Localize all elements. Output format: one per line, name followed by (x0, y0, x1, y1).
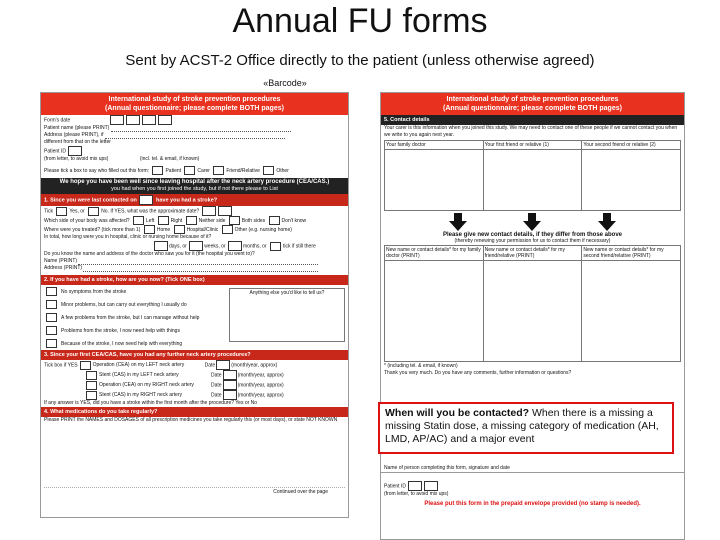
procedure-date-box[interactable] (223, 370, 237, 380)
procedure-checkbox[interactable] (86, 381, 97, 390)
new-contact-column-header: New name or contact details* for my friend/relative (PRINT) (484, 246, 583, 261)
q1-date-box[interactable] (202, 206, 216, 216)
incl-tel-note: (incl. tel. & email, if known) (139, 156, 200, 162)
q1-name-row (41, 258, 348, 265)
side-checkbox[interactable] (133, 216, 144, 225)
form-page-2 (380, 92, 685, 540)
q4-header: 4. What medications do you take regularly? (41, 407, 348, 417)
date-label: Date (204, 362, 216, 369)
right-patient-id-row (381, 481, 684, 491)
q3-row (41, 380, 348, 390)
side-checkbox[interactable] (269, 216, 280, 225)
place-checkbox[interactable] (222, 225, 233, 234)
callout-question: When will you be contacted? (385, 407, 530, 419)
filled-by-friend-checkbox[interactable] (213, 166, 224, 175)
any-answer-label: If any answer is YES, did you have a stroke within the first month after the procedure? Yes or No (44, 400, 258, 406)
q1-date-box[interactable] (218, 206, 232, 216)
form-page-1 (40, 92, 349, 518)
q1-where-row (41, 225, 348, 234)
patient-id-note-row (41, 156, 348, 163)
contact-column-header: Your second friend or relative (2) (582, 141, 681, 150)
procedure-date-box[interactable] (216, 360, 230, 370)
q2-option (41, 298, 226, 311)
filled-by-row (41, 166, 348, 175)
procedure-date-box[interactable] (223, 380, 237, 390)
duration-box[interactable] (154, 241, 168, 251)
procedure-label: Stent (CAS) in my LEFT neck artery (99, 372, 179, 379)
hope-banner-text: We hope you have been well since leaving hospital after the neck artery procedure (CEA/CAS.) (59, 179, 330, 185)
q3-body (41, 360, 348, 407)
unit-label: months, or (242, 243, 267, 250)
option-label: Other (276, 167, 289, 174)
medications-field[interactable] (44, 425, 345, 488)
continued-label: Continued over the page (273, 489, 328, 495)
contact-intro: Your carer is this information when you joined this study. We may need to contact one of these people if we cannot contact you when we write to you again next year. (384, 125, 678, 138)
including-note: * (including tel. & email, if known) (384, 363, 458, 369)
footer-row (41, 489, 348, 496)
address-print-label: Address (PRINT) (44, 265, 83, 271)
new-contact-field[interactable] (582, 261, 681, 362)
q2-option-checkbox[interactable] (46, 339, 57, 348)
arrow-row (381, 212, 684, 232)
form-header-note: (Annual questionnaire; please complete BOTH pages) (443, 105, 622, 112)
procedure-checkbox[interactable] (86, 371, 97, 380)
q2-option (41, 337, 226, 350)
contact-cell (484, 150, 583, 211)
filled-by-label: Please tick a box to say who filled out this form: (44, 167, 150, 174)
id-box[interactable] (408, 481, 422, 491)
how-long-label: In total, how long were you in hospital, clinic or nursing home because of it? (44, 234, 212, 240)
doctor-address-field[interactable] (83, 265, 318, 272)
filled-by-patient-checkbox[interactable] (152, 166, 163, 175)
no-label: No. (101, 208, 109, 215)
contact-column-header: Your first friend or relative (1) (484, 141, 583, 150)
side-checkbox[interactable] (186, 216, 197, 225)
date-box[interactable] (158, 115, 172, 125)
form-header (41, 93, 348, 115)
address-field[interactable] (105, 132, 285, 139)
q1-address-row (41, 265, 348, 272)
contact-column-header: Your family doctor (385, 141, 484, 150)
q1-tick-row (41, 206, 348, 216)
place-label: Home (156, 226, 171, 233)
option-label: Friend/Relative (226, 167, 260, 174)
q2-header: 2. If you have had a stroke, how are you now? (Tick ONE box) (41, 275, 348, 285)
q2-option-label: A few problems from the stroke, but I can manage without help (61, 314, 200, 321)
q2-option-checkbox[interactable] (46, 300, 57, 309)
procedure-checkbox[interactable] (86, 391, 97, 400)
place-checkbox[interactable] (144, 225, 155, 234)
patient-id-row (41, 146, 348, 156)
q1-header-text: 1. Since you were last contacted on (44, 197, 137, 204)
side-label: Don't know (281, 217, 307, 224)
q1-howlong-row (41, 234, 348, 241)
approx-label: (month/year, approx) (237, 382, 284, 389)
q2-options (41, 285, 226, 350)
contact-callout (378, 402, 674, 454)
procedure-checkbox[interactable] (80, 361, 91, 370)
procedure-label: Operation (CEA) on my RIGHT neck artery (99, 382, 194, 389)
q2-option-checkbox[interactable] (46, 313, 57, 322)
id-box[interactable] (424, 481, 438, 491)
id-box[interactable] (68, 146, 82, 156)
procedure-date-box[interactable] (223, 390, 237, 400)
place-label: Other (e.g. nursing home) (234, 226, 292, 233)
still-there-label: tick if still there (283, 243, 316, 250)
barcode-label: «Barcode» (263, 78, 307, 88)
option-label: Patient (165, 167, 182, 174)
approx-label: (month/year, approx) (237, 392, 284, 399)
unit-label: weeks, or (204, 243, 226, 250)
anything-else-label: Anything else you'd like to tell us? (249, 290, 325, 296)
q1-no-checkbox[interactable] (88, 207, 99, 216)
new-details-title: Please give new contact details, if they differ from those above (442, 232, 623, 238)
q3-any-row (41, 400, 348, 407)
q2-option-label: Problems from the stroke, I now need help with things (61, 327, 180, 334)
side-label: Left (145, 217, 155, 224)
address-cont-label: different from that on the letter (44, 139, 111, 145)
address-label: Address (please PRINT), if (44, 132, 104, 138)
side-checkbox[interactable] (158, 216, 169, 225)
form-header-note: (Annual questionnaire; please complete BOTH pages) (105, 105, 284, 112)
new-contact-column-header: New name or contact details* for my family doctor (PRINT) (385, 246, 484, 261)
q1-header (41, 194, 348, 206)
place-label: Hospital/Clinic (186, 226, 219, 233)
where-treated-label: Where were you treated? (tick more than 1) (44, 226, 141, 233)
if-yes-label: If YES, what was the approximate date? (110, 208, 200, 215)
which-side-label: Which side of your body was affected? (44, 217, 130, 224)
q1-units-row (41, 241, 348, 251)
duration-box[interactable] (189, 241, 203, 251)
form-header-title: International study of stroke prevention procedures (108, 96, 281, 103)
procedure-label: Operation (CEA) on my LEFT neck artery (92, 362, 185, 369)
new-contact-table (384, 245, 681, 362)
q3-header: 3. Since your first CEA/CAS, have you had any further neck artery procedures? (41, 350, 348, 360)
unit-label: days, or (169, 243, 187, 250)
section5-header: 5. Contact details (381, 115, 684, 125)
date-box[interactable] (110, 115, 124, 125)
procedure-label: Stent (CAS) in my RIGHT neck artery (99, 392, 182, 399)
side-checkbox[interactable] (229, 216, 240, 225)
slide-subtitle: Sent by ACST-2 Office directly to the patient (unless otherwise agreed) (125, 52, 595, 69)
q4-instruction-row (41, 417, 348, 424)
down-arrow-icon (449, 221, 467, 231)
q2-body (41, 285, 348, 350)
q4-instruction: Please PRINT the NAMES and DOSAGES of all prescription medicines you take regularly this (or most days), or state NOT KNOWN (44, 417, 338, 423)
q2-option-checkbox[interactable] (46, 326, 57, 335)
approx-label: (month/year, approx) (237, 372, 284, 379)
patient-id-label: Patient ID (44, 148, 66, 155)
thank-you-text: Thank you very much. Do you have any comments, further information or questions? (384, 370, 572, 376)
duration-box[interactable] (228, 241, 242, 251)
q2-option-checkbox[interactable] (46, 287, 57, 296)
q2-option-label: Because of the stroke, I now need help with everything (61, 340, 183, 347)
date-box[interactable] (126, 115, 140, 125)
patient-id-label: Patient ID (384, 483, 406, 490)
patient-name-label: Patient name (please PRINT) (44, 125, 110, 131)
patient-name-row (41, 125, 348, 132)
date-box[interactable] (142, 115, 156, 125)
callout-answer: When there is a missing a missing Statin dose, a missing category of medication (AH, LMD, AP/AC) and a major event (385, 407, 659, 445)
filled-by-other-checkbox[interactable] (263, 166, 274, 175)
date-label: Date (211, 392, 222, 399)
address-row (41, 132, 348, 139)
side-label: Both sides (241, 217, 266, 224)
contact-cell (385, 150, 484, 211)
tick-label: Tick (44, 208, 53, 215)
new-details-sub: (thereby renewing your permission for us to contact them if necessary) (454, 238, 611, 244)
new-contact-column-header: New name or contact details* for my second friend/relative (PRINT) (582, 246, 681, 261)
q2-option-label: No symptoms from the stroke (61, 288, 127, 295)
q3-row (41, 370, 348, 380)
date-label: Date (211, 382, 222, 389)
doctor-question: Do you know the name and address of the doctor who saw you for it (the hospital you went to)? (44, 251, 255, 257)
option-label: Carer (197, 167, 210, 174)
q1-side-row (41, 216, 348, 225)
down-arrow-icon (598, 221, 616, 231)
hope-banner-subtext: you had when you first joined the study, but if not there please to List (111, 186, 278, 192)
form-header (381, 93, 684, 115)
q1-yes-checkbox[interactable] (56, 207, 67, 216)
date-label: Date (211, 372, 222, 379)
patient-name-field[interactable] (111, 125, 291, 132)
name-completing-label: Name of person completing this form, signature and date (381, 465, 684, 473)
side-label: Neither side (198, 217, 226, 224)
q2-option (41, 324, 226, 337)
anything-else-box[interactable] (229, 288, 345, 342)
down-arrow-icon (523, 221, 541, 231)
patient-id-note: (from letter, to avoid mix ups) (44, 156, 109, 162)
place-checkbox[interactable] (174, 225, 185, 234)
q3-row (41, 360, 348, 370)
q1-date-box[interactable] (139, 195, 153, 205)
right-patient-id-note: (from letter, to avoid mix ups) (384, 491, 449, 497)
new-contact-field[interactable] (385, 261, 484, 362)
form-date-row (41, 115, 348, 125)
q3-row (41, 390, 348, 400)
tick-yes-label: Tick box if YES (44, 362, 78, 369)
still-there-checkbox[interactable] (270, 242, 281, 251)
slide-title: Annual FU forms (232, 2, 488, 40)
contact-cell (582, 150, 681, 211)
q2-option (41, 311, 226, 324)
name-print-label: Name (PRINT) (44, 258, 78, 264)
q1-doctor-row (41, 251, 348, 258)
q1-header-right: have you had a stroke? (155, 197, 218, 204)
q2-option (41, 285, 226, 298)
q2-option-label: Minor problems, but can carry out everything I usually do (61, 301, 187, 308)
yes-label: Yes, or (69, 208, 85, 215)
approx-label: (month/year, approx) (231, 362, 278, 369)
form-date-label: Form's date (44, 117, 71, 124)
doctor-name-field[interactable] (78, 258, 318, 265)
new-contact-field[interactable] (484, 261, 583, 362)
contact-table (384, 140, 681, 211)
hope-banner (41, 178, 348, 194)
filled-by-carer-checkbox[interactable] (184, 166, 195, 175)
envelope-note: Please put this form in the prepaid envelope provided (no stamp is needed). (424, 501, 641, 507)
form-header-title: International study of stroke prevention procedures (446, 96, 619, 103)
address-cont-row (41, 139, 348, 146)
side-label: Right (170, 217, 183, 224)
